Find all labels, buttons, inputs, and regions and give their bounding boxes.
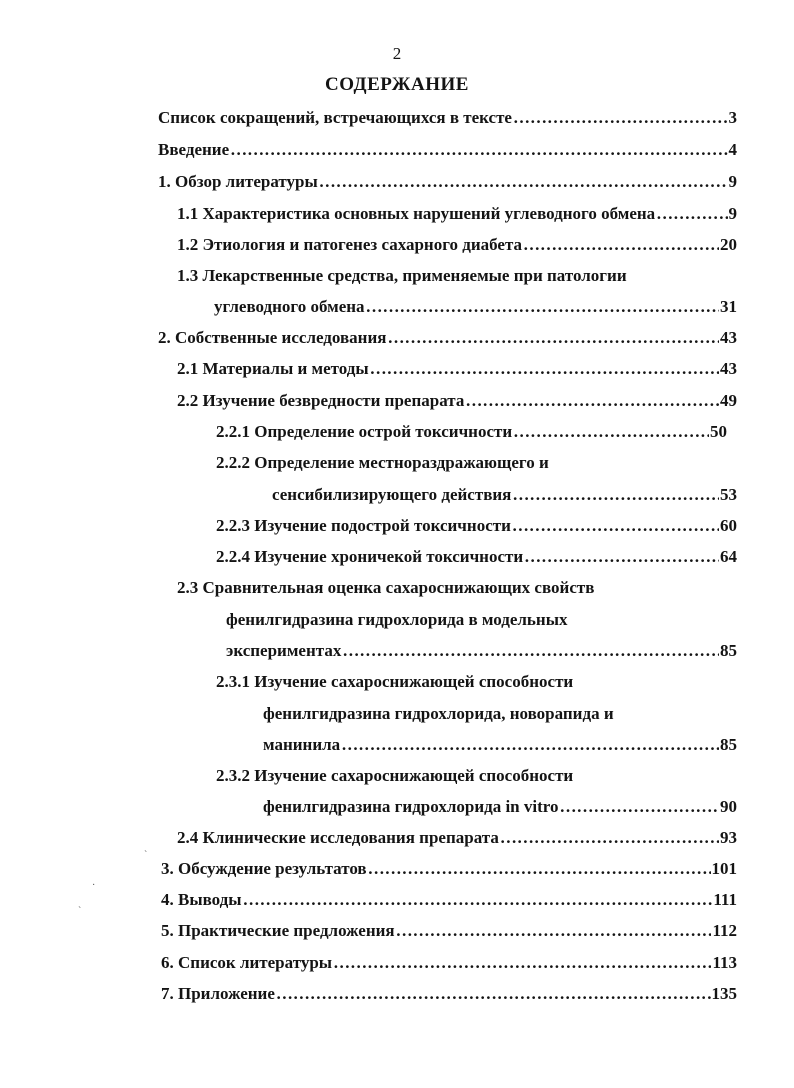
toc-entry-label: 7. Приложение	[161, 984, 275, 1003]
toc-leader-dots	[524, 546, 719, 568]
toc-entry-page: 93	[720, 828, 737, 847]
toc-entry-2-3-1-line2: фенилгидразина гидрохлорида, новорапида и	[263, 704, 614, 723]
toc-entry-page: 50	[710, 422, 727, 441]
toc-entry-page: 43	[720, 328, 737, 347]
toc-entry-page: 60	[720, 516, 737, 535]
toc-entry-label: 6. Список литературы	[161, 953, 333, 972]
toc-entry-2-2-4	[216, 546, 737, 568]
toc-entry-label: экспериментах	[226, 641, 342, 660]
toc-leader-dots	[500, 827, 719, 849]
toc-entry-label: 5. Практические предложения	[161, 921, 395, 940]
toc-entry-label: 2. Собственные исследования	[158, 328, 387, 347]
toc-entry-2-3-line1: 2.3 Сравнительная оценка сахароснижающих свойств	[177, 578, 595, 597]
scan-speck: ˋ	[78, 906, 82, 917]
toc-entry-label: манинила	[263, 735, 341, 754]
toc-entry-abbreviations	[158, 107, 737, 129]
toc-leader-dots	[560, 796, 719, 818]
toc-entry-page: 101	[711, 859, 737, 878]
toc-leader-dots	[513, 107, 728, 129]
toc-entry-1-3	[214, 296, 737, 318]
toc-leader-dots	[276, 983, 711, 1005]
toc-leader-dots	[396, 920, 712, 942]
toc-entry-label: 3. Обсуждение результатов	[161, 859, 367, 878]
toc-entry-2-2-2-line1: 2.2.2 Определение местнораздражающего и	[216, 453, 549, 472]
toc-entry-label: 1.2 Этиология и патогенез сахарного диабета	[177, 235, 523, 254]
toc-entry-label: 1. Обзор литературы	[158, 172, 318, 191]
toc-entry-page: 135	[711, 984, 737, 1003]
toc-leader-dots	[341, 734, 719, 756]
toc-leader-dots	[513, 421, 709, 443]
toc-entry-2-3-2-line1: 2.3.2 Изучение сахароснижающей способности	[216, 766, 574, 785]
toc-leader-dots	[523, 234, 719, 256]
toc-leader-dots	[465, 390, 719, 412]
toc-entry-page: 64	[720, 547, 737, 566]
toc-entry-label: фенилгидразина гидрохлорида in vitro	[263, 797, 559, 816]
toc-entry-discussion	[161, 858, 737, 880]
toc-entry-1-1	[177, 203, 737, 225]
toc-leader-dots	[319, 171, 728, 193]
toc-entry-practical-proposals	[161, 920, 737, 942]
toc-entry-2-2-2	[272, 484, 737, 506]
toc-entry-label: 2.2.3 Изучение подострой токсичности	[216, 516, 511, 535]
toc-entry-page: 53	[720, 485, 737, 504]
toc-entry-2-1	[177, 358, 737, 380]
toc-entry-introduction	[158, 139, 737, 161]
toc-entry-label: 2.4 Клинические исследования препарата	[177, 828, 499, 847]
toc-entry-2-3-line2: фенилгидразина гидрохлорида в модельных	[226, 610, 568, 629]
toc-entry-label: 1.1 Характеристика основных нарушений углеводного обмена	[177, 204, 656, 223]
toc-leader-dots	[243, 889, 713, 911]
toc-entry-page: 9	[728, 172, 737, 191]
toc-leader-dots	[230, 139, 727, 161]
toc-entry-page: 112	[712, 921, 737, 940]
toc-entry-2-4	[177, 827, 737, 849]
toc-entry-2-2-3	[216, 515, 737, 537]
toc-entry-literature-review	[158, 171, 737, 193]
scan-speck: ˋ	[144, 850, 148, 861]
toc-entry-2-3	[226, 640, 737, 662]
toc-entry-page: 49	[720, 391, 737, 410]
toc-leader-dots	[512, 515, 719, 537]
toc-entry-conclusions	[161, 889, 737, 911]
toc-entry-2-3-2	[263, 796, 737, 818]
toc-entry-2-3-1-line1: 2.3.1 Изучение сахароснижающей способности	[216, 672, 574, 691]
toc-entry-page: 9	[728, 204, 737, 223]
toc-entry-page: 31	[720, 297, 737, 316]
toc-leader-dots	[370, 358, 719, 380]
toc-leader-dots	[366, 296, 719, 318]
toc-entry-page: 43	[720, 359, 737, 378]
toc-entry-appendix	[161, 983, 737, 1005]
toc-entry-2-3-1	[263, 734, 737, 756]
toc-entry-label: 4. Выводы	[161, 890, 242, 909]
toc-entry-label: 2.2 Изучение безвредности препарата	[177, 391, 465, 410]
toc-leader-dots	[387, 327, 719, 349]
toc-entry-own-research	[158, 327, 737, 349]
toc-leader-dots	[368, 858, 711, 880]
toc-entry-page: 3	[728, 108, 737, 127]
toc-entry-label: 2.2.1 Определение острой токсичности	[216, 422, 513, 441]
toc-leader-dots	[656, 203, 727, 225]
toc-entry-label: сенсибилизирующего действия	[272, 485, 512, 504]
toc-entry-1-3-line1: 1.3 Лекарственные средства, применяемые при патологии	[177, 266, 627, 285]
toc-entry-2-2-1	[216, 421, 727, 443]
toc-entry-references	[161, 952, 737, 974]
toc-entry-label: 2.2.4 Изучение хроничекой токсичности	[216, 547, 524, 566]
toc-entry-page: 85	[720, 735, 737, 754]
toc-leader-dots	[512, 484, 719, 506]
toc-entry-page: 4	[728, 140, 737, 159]
toc-title: СОДЕРЖАНИЕ	[325, 74, 469, 95]
page-number: 2	[392, 44, 402, 63]
toc-entry-page: 90	[720, 797, 737, 816]
scan-speck: ·	[92, 880, 96, 891]
toc-entry-2-2	[177, 390, 737, 412]
toc-entry-1-2	[177, 234, 737, 256]
toc-entry-label: Список сокращений, встречающихся в тексте	[158, 108, 512, 127]
toc-entry-page: 113	[712, 953, 737, 972]
toc-entry-page: 85	[720, 641, 737, 660]
toc-entry-label: углеводного обмена	[214, 297, 365, 316]
toc-entry-label: 2.1 Материалы и методы	[177, 359, 369, 378]
toc-entry-label: Введение	[158, 140, 230, 159]
toc-leader-dots	[342, 640, 719, 662]
toc-entry-page: 111	[713, 890, 737, 909]
toc-entry-page: 20	[720, 235, 737, 254]
toc-leader-dots	[333, 952, 711, 974]
